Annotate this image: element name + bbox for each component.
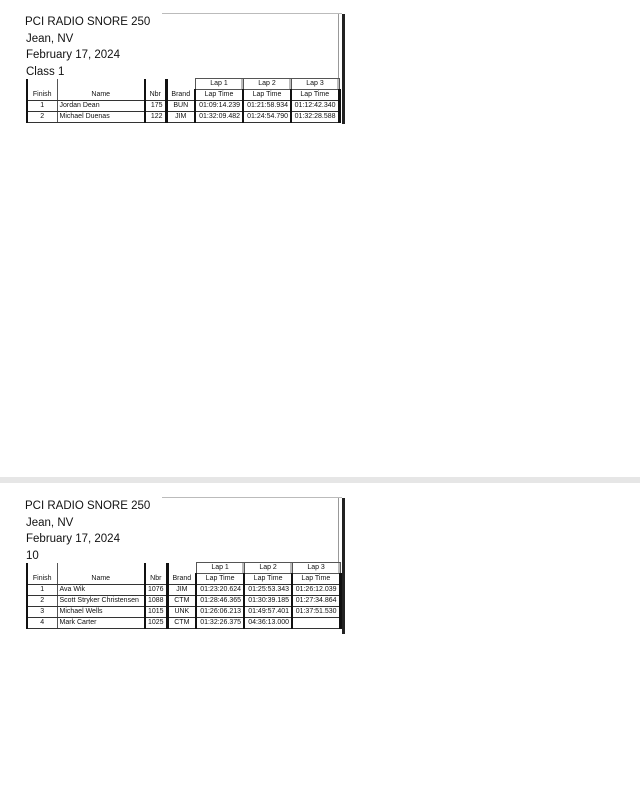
results-table xyxy=(26,78,341,123)
nbr-cell: 175 xyxy=(145,101,166,112)
lap-3-caption: Lap 3 xyxy=(291,79,339,90)
col-lap2-time: Lap Time xyxy=(244,574,292,585)
col-lap1-time: Lap Time xyxy=(196,574,244,585)
finish-cell: 1 xyxy=(27,101,57,112)
column-header-row xyxy=(27,90,339,101)
finish-cell: 1 xyxy=(27,585,57,596)
blank-cell xyxy=(27,79,57,90)
col-brand: Brand xyxy=(166,90,195,101)
lap2-cell: 01:21:58.934 xyxy=(243,101,291,112)
event-date: February 17, 2024 xyxy=(26,533,120,545)
lap-1-caption: Lap 1 xyxy=(195,79,243,90)
blank-cell xyxy=(145,79,166,90)
results-table xyxy=(26,562,342,629)
col-name: Name xyxy=(57,90,145,101)
brand-cell: CTM xyxy=(167,618,196,629)
lap1-cell: 01:32:26.375 xyxy=(196,618,244,629)
blank-cell xyxy=(167,563,196,574)
lap2-cell: 01:49:57.401 xyxy=(244,607,292,618)
table-row xyxy=(27,585,340,596)
brand-cell: BUN xyxy=(166,101,195,112)
name-cell: Scott Stryker Christensen xyxy=(57,596,145,607)
lap3-cell: 01:26:12.039 xyxy=(292,585,340,596)
event-title: PCI RADIO SNORE 250 xyxy=(25,500,151,512)
lap3-cell: 01:27:34.864 xyxy=(292,596,340,607)
name-cell: Jordan Dean xyxy=(57,101,145,112)
lap3-cell xyxy=(292,618,340,629)
table-row xyxy=(27,618,340,629)
finish-cell: 2 xyxy=(27,112,57,123)
lap2-cell: 01:25:53.343 xyxy=(244,585,292,596)
lap-caption-row xyxy=(27,563,340,574)
finish-cell: 2 xyxy=(27,596,57,607)
nbr-cell: 122 xyxy=(145,112,166,123)
event-location: Jean, NV xyxy=(26,32,74,45)
class-label: 10 xyxy=(26,549,39,562)
nbr-cell: 1015 xyxy=(145,607,167,618)
brand-cell: CTM xyxy=(167,596,196,607)
lap1-cell: 01:28:46.365 xyxy=(196,596,244,607)
col-finish: Finish xyxy=(27,90,57,101)
nbr-cell: 1088 xyxy=(145,596,167,607)
col-brand: Brand xyxy=(167,574,196,585)
blank-cell xyxy=(27,563,57,574)
column-header-row xyxy=(27,574,340,585)
lap3-cell: 01:37:51.530 xyxy=(292,607,340,618)
class-label: Class 1 xyxy=(26,65,65,78)
col-finish: Finish xyxy=(27,574,57,585)
table-row xyxy=(27,596,340,607)
lap-3-caption: Lap 3 xyxy=(292,563,340,574)
blank-cell xyxy=(57,563,145,574)
lap3-cell: 01:32:28.588 xyxy=(291,112,339,123)
lap1-cell: 01:26:06.213 xyxy=(196,607,244,618)
lap2-cell: 01:30:39.185 xyxy=(244,596,292,607)
lap-caption-row xyxy=(27,79,339,90)
lap2-cell: 04:36:13.000 xyxy=(244,618,292,629)
event-title: PCI RADIO SNORE 250 xyxy=(25,16,151,28)
table-row xyxy=(27,112,339,123)
blank-cell xyxy=(145,563,167,574)
name-cell: Mark Carter xyxy=(57,618,145,629)
finish-cell: 4 xyxy=(27,618,57,629)
nbr-cell: 1025 xyxy=(145,618,167,629)
col-lap3-time: Lap Time xyxy=(291,90,339,101)
table-row xyxy=(27,607,340,618)
blank-cell xyxy=(166,79,195,90)
col-nbr: Nbr xyxy=(145,574,167,585)
table-row xyxy=(27,101,339,112)
col-nbr: Nbr xyxy=(145,90,166,101)
col-lap2-time: Lap Time xyxy=(243,90,291,101)
finish-cell: 3 xyxy=(27,607,57,618)
lap1-cell: 01:32:09.482 xyxy=(195,112,243,123)
col-name: Name xyxy=(57,574,145,585)
blank-cell xyxy=(57,79,145,90)
name-cell: Ava Wik xyxy=(57,585,145,596)
brand-cell: JIM xyxy=(166,112,195,123)
col-lap3-time: Lap Time xyxy=(292,574,340,585)
lap2-cell: 01:24:54.790 xyxy=(243,112,291,123)
lap1-cell: 01:09:14.239 xyxy=(195,101,243,112)
name-cell: Michael Wells xyxy=(57,607,145,618)
name-cell: Michael Duenas xyxy=(57,112,145,123)
lap-2-caption: Lap 2 xyxy=(243,79,291,90)
sheet-header xyxy=(26,14,346,80)
event-date: February 17, 2024 xyxy=(26,49,120,61)
col-lap1-time: Lap Time xyxy=(195,90,243,101)
nbr-cell: 1076 xyxy=(145,585,167,596)
lap-2-caption: Lap 2 xyxy=(244,563,292,574)
results-sheet-class-10 xyxy=(12,483,628,800)
event-location: Jean, NV xyxy=(26,516,74,529)
brand-cell: JIM xyxy=(167,585,196,596)
lap1-cell: 01:23:20.624 xyxy=(196,585,244,596)
sheet-header xyxy=(26,498,346,564)
results-sheet-class-1 xyxy=(12,0,628,477)
brand-cell: UNK xyxy=(167,607,196,618)
lap3-cell: 01:12:42.340 xyxy=(291,101,339,112)
lap-1-caption: Lap 1 xyxy=(196,563,244,574)
